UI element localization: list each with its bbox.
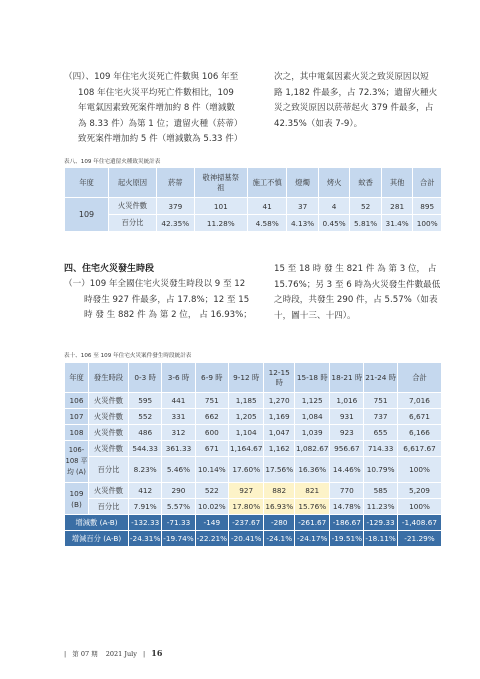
table-cell: 290 bbox=[162, 483, 195, 499]
table-cell: -24.1% bbox=[264, 531, 295, 547]
header-cell: 菸蒂 bbox=[157, 168, 195, 198]
highlight-cell: 821 bbox=[295, 483, 330, 499]
table-cell: 8.23% bbox=[129, 457, 162, 483]
table-cell: 1,185 bbox=[228, 393, 263, 409]
text-line: 42.35%（如表 7-9）。 bbox=[274, 118, 363, 129]
table-cell: 4.58% bbox=[248, 215, 287, 232]
row-label: 火災件數 bbox=[89, 441, 129, 457]
row-label: 百分比 bbox=[89, 457, 129, 483]
header-cell: 3-6 時 bbox=[162, 363, 195, 393]
table-cell: 10.02% bbox=[195, 499, 228, 515]
year-text: 109 (B) bbox=[69, 488, 84, 509]
table-row bbox=[65, 393, 442, 409]
table-cell: -132.33 bbox=[129, 515, 162, 531]
text-line: （四）、109 年住宅火災死亡件數與 106 年至 bbox=[64, 72, 239, 82]
table-cell: 1,084 bbox=[295, 409, 330, 425]
table-cell: 662 bbox=[195, 409, 228, 425]
text-line: 時 發 生 882 件 為 第 2 位， 占 16.93%； bbox=[84, 310, 252, 320]
table-cell: 931 bbox=[330, 409, 364, 425]
header-cell: 施工不慎 bbox=[248, 168, 287, 198]
table-cell: 6,671 bbox=[398, 409, 442, 425]
table-cell: 379 bbox=[157, 198, 195, 215]
table-cell: -129.33 bbox=[364, 515, 398, 531]
highlight-cell: 16.93% bbox=[264, 499, 295, 515]
table-cell: 4 bbox=[318, 198, 350, 215]
header-cell: 蚊香 bbox=[350, 168, 382, 198]
table-cell: 1,270 bbox=[264, 393, 295, 409]
header-cell: 18-21 時 bbox=[330, 363, 364, 393]
year-cell: 106 bbox=[65, 393, 89, 409]
table-row bbox=[65, 499, 442, 515]
table-cell: 737 bbox=[364, 409, 398, 425]
header-cell: 燈燭 bbox=[287, 168, 319, 198]
table-cell: 31.4% bbox=[381, 215, 413, 232]
table-row bbox=[65, 483, 442, 499]
text-line: 致死案件增加約 5 件（增減數為 5.33 件） bbox=[78, 134, 243, 144]
table-cell: 441 bbox=[162, 393, 195, 409]
table-cell: 312 bbox=[162, 425, 195, 441]
table-cell: 52 bbox=[350, 198, 382, 215]
year-cell: 108 bbox=[65, 425, 89, 441]
highlight-cell: 17.80% bbox=[228, 499, 263, 515]
table-cell: 101 bbox=[194, 198, 247, 215]
table-cell: 1,162 bbox=[264, 441, 295, 457]
header-cell: 合計 bbox=[398, 363, 442, 393]
table-cell: -24.17% bbox=[295, 531, 330, 547]
table-cell: 361.33 bbox=[162, 441, 195, 457]
table-cell: 41 bbox=[248, 198, 287, 215]
table-cell: 486 bbox=[129, 425, 162, 441]
table-cell: 1,016 bbox=[330, 393, 364, 409]
table-row bbox=[65, 441, 442, 457]
table-cell: 100% bbox=[413, 215, 442, 232]
paragraph-mid-right bbox=[274, 262, 440, 324]
row-label: 增減數 (A-B) bbox=[65, 515, 129, 531]
year-cell: 107 bbox=[65, 409, 89, 425]
table-cell: 10.79% bbox=[364, 457, 398, 483]
text-line: （一）109 年全國住宅火災發生時段以 9 至 12 bbox=[64, 279, 246, 289]
table-cell: 5.81% bbox=[350, 215, 382, 232]
table-cell: 544.33 bbox=[129, 441, 162, 457]
row-label: 火災件數 bbox=[89, 393, 129, 409]
divider: | bbox=[64, 650, 67, 658]
table-cell: -71.33 bbox=[162, 515, 195, 531]
header-cell: 0-3 時 bbox=[129, 363, 162, 393]
page-number: 16 bbox=[151, 648, 163, 658]
text-line: 15.76%；另 3 至 6 時為火災發生件數最低 bbox=[274, 279, 441, 290]
table-cell: 17.60% bbox=[228, 457, 263, 483]
text-line: 路 1,182 件最多，占 72.3%；遺留火種火 bbox=[274, 87, 438, 98]
table-cell: 281 bbox=[381, 198, 413, 215]
table-cell: 1,169 bbox=[264, 409, 295, 425]
table-cell: 1,125 bbox=[295, 393, 330, 409]
table-cell: -24.31% bbox=[129, 531, 162, 547]
table-cell: 923 bbox=[330, 425, 364, 441]
table8-caption: 表八、109 年住宅遺留火種致災統計表 bbox=[64, 159, 161, 165]
issue-date: 2021 July bbox=[105, 650, 137, 658]
header-cell: 年度 bbox=[65, 363, 89, 393]
header-cell: 起火原因 bbox=[109, 168, 157, 198]
table-header-row bbox=[65, 363, 442, 393]
text-line: 為 8.33 件）為第 1 位；遺留火種（菸蒂） bbox=[78, 118, 243, 129]
table-cell: -21.29% bbox=[398, 531, 442, 547]
table-cell: 37 bbox=[287, 198, 319, 215]
header-cell: 年度 bbox=[65, 168, 109, 198]
header-cell: 合計 bbox=[413, 168, 442, 198]
year-cell bbox=[65, 483, 89, 515]
header-cell: 21-24 時 bbox=[364, 363, 398, 393]
year-cell bbox=[65, 441, 89, 483]
table-cell: 5.57% bbox=[162, 499, 195, 515]
header-cell: 6-9 時 bbox=[195, 363, 228, 393]
table-cell: 11.28% bbox=[194, 215, 247, 232]
table-cell: 331 bbox=[162, 409, 195, 425]
table-cell: -18.11% bbox=[364, 531, 398, 547]
table-cell: -261.67 bbox=[295, 515, 330, 531]
row-label: 火災件數 bbox=[89, 483, 129, 499]
table-cell: 6,166 bbox=[398, 425, 442, 441]
table-cell: -1,408.67 bbox=[398, 515, 442, 531]
section-heading: 四、住宅火災發生時段 bbox=[64, 264, 155, 274]
table-cell: 4.13% bbox=[287, 215, 319, 232]
table-row bbox=[65, 198, 442, 215]
paragraph-top-left bbox=[64, 70, 242, 148]
text-line: 108 年住宅火災平均死亡件數相比，109 bbox=[78, 87, 234, 98]
table-cell: 5,209 bbox=[398, 483, 442, 499]
table-cell: 11.23% bbox=[364, 499, 398, 515]
table10-caption: 表十、106 至 109 年住宅火災案件發生時段統計表 bbox=[64, 353, 192, 359]
header-cell: 烤火 bbox=[318, 168, 350, 198]
highlight-cell: 15.76% bbox=[295, 499, 330, 515]
table-cell: 14.78% bbox=[330, 499, 364, 515]
table-cell: 16.36% bbox=[295, 457, 330, 483]
table-cell: 5.46% bbox=[162, 457, 195, 483]
table-cell: 585 bbox=[364, 483, 398, 499]
table-cell: 714.33 bbox=[364, 441, 398, 457]
row-label: 增減百分 (A-B) bbox=[65, 531, 129, 547]
table-cell: 1,039 bbox=[295, 425, 330, 441]
table-cell: 0.45% bbox=[318, 215, 350, 232]
table-cell: 7,016 bbox=[398, 393, 442, 409]
row-label: 火災件數 bbox=[89, 409, 129, 425]
header-text: 敬神掃墓祭祖 bbox=[202, 172, 240, 192]
table-cell: 956.67 bbox=[330, 441, 364, 457]
text-line: 之時段，共發生 290 件，占 5.57%（如表 bbox=[274, 295, 438, 305]
table-cell: -280 bbox=[264, 515, 295, 531]
table-cell: 7.91% bbox=[129, 499, 162, 515]
table-row bbox=[65, 515, 442, 531]
table-cell: 14.46% bbox=[330, 457, 364, 483]
table-cell: 895 bbox=[413, 198, 442, 215]
table-cell: 1,082.67 bbox=[295, 441, 330, 457]
text-line: 十，圖十三、十四）。 bbox=[274, 310, 356, 321]
table-cell: 655 bbox=[364, 425, 398, 441]
table-cell: 10.14% bbox=[195, 457, 228, 483]
divider: | bbox=[143, 650, 146, 658]
table-cell: -19.74% bbox=[162, 531, 195, 547]
table-cell: 671 bbox=[195, 441, 228, 457]
table10 bbox=[64, 362, 442, 547]
table-cell: 1,047 bbox=[264, 425, 295, 441]
header-text: 12-15 時 bbox=[268, 367, 290, 387]
table-cell: -19.51% bbox=[330, 531, 364, 547]
table-row bbox=[65, 531, 442, 547]
table-cell: 100% bbox=[398, 499, 442, 515]
table-cell: -237.67 bbox=[228, 515, 263, 531]
table-header-row bbox=[65, 168, 442, 198]
paragraph-top-right bbox=[274, 70, 437, 132]
text-line: 時發生 927 件最多，占 17.8%；12 至 15 bbox=[84, 294, 250, 305]
table-cell: 552 bbox=[129, 409, 162, 425]
text-line: 災之致災原因以菸蒂起火 379 件最多，占 bbox=[274, 103, 434, 113]
table-row bbox=[65, 425, 442, 441]
table8 bbox=[64, 167, 442, 232]
header-cell: 發生時段 bbox=[89, 363, 129, 393]
table-cell: 751 bbox=[364, 393, 398, 409]
table-row bbox=[65, 215, 442, 232]
header-cell bbox=[194, 168, 247, 198]
table-cell: 522 bbox=[195, 483, 228, 499]
year-text: 106-108 平均 (A) bbox=[65, 446, 88, 476]
table-cell: -149 bbox=[195, 515, 228, 531]
table-cell: 100% bbox=[398, 457, 442, 483]
table-cell: 1,164.67 bbox=[228, 441, 263, 457]
text-line: 15 至 18 時 發 生 821 件 為 第 3 位， 占 bbox=[274, 264, 437, 274]
table-cell: 6,617.67 bbox=[398, 441, 442, 457]
header-cell bbox=[264, 363, 295, 393]
text-line: 年電氣因素致死案件增加約 8 件（增減數 bbox=[78, 103, 236, 113]
table-cell: 17.56% bbox=[264, 457, 295, 483]
year-cell: 109 bbox=[65, 198, 109, 232]
paragraph-mid-left bbox=[64, 277, 252, 324]
table-cell: 1,104 bbox=[228, 425, 263, 441]
table-cell: 595 bbox=[129, 393, 162, 409]
issue-number: 第 07 期 bbox=[72, 650, 98, 658]
table-cell: -186.67 bbox=[330, 515, 364, 531]
highlight-cell: 882 bbox=[264, 483, 295, 499]
highlight-cell: 927 bbox=[228, 483, 263, 499]
text-line: 次之，其中電氣因素火災之致災原因以短 bbox=[274, 72, 429, 82]
row-label: 百分比 bbox=[89, 499, 129, 515]
row-label: 火災件數 bbox=[109, 198, 157, 215]
header-cell: 9-12 時 bbox=[228, 363, 263, 393]
page-footer bbox=[64, 648, 162, 658]
header-cell: 其他 bbox=[381, 168, 413, 198]
table-cell: 600 bbox=[195, 425, 228, 441]
header-cell: 15-18 時 bbox=[295, 363, 330, 393]
table-cell: -22.21% bbox=[195, 531, 228, 547]
table-cell: 412 bbox=[129, 483, 162, 499]
table-row bbox=[65, 457, 442, 483]
row-label: 百分比 bbox=[109, 215, 157, 232]
table-cell: -20.41% bbox=[228, 531, 263, 547]
table-cell: 1,205 bbox=[228, 409, 263, 425]
table-cell: 42.35% bbox=[157, 215, 195, 232]
table-cell: 770 bbox=[330, 483, 364, 499]
table-cell: 751 bbox=[195, 393, 228, 409]
table-row bbox=[65, 409, 442, 425]
row-label: 火災件數 bbox=[89, 425, 129, 441]
